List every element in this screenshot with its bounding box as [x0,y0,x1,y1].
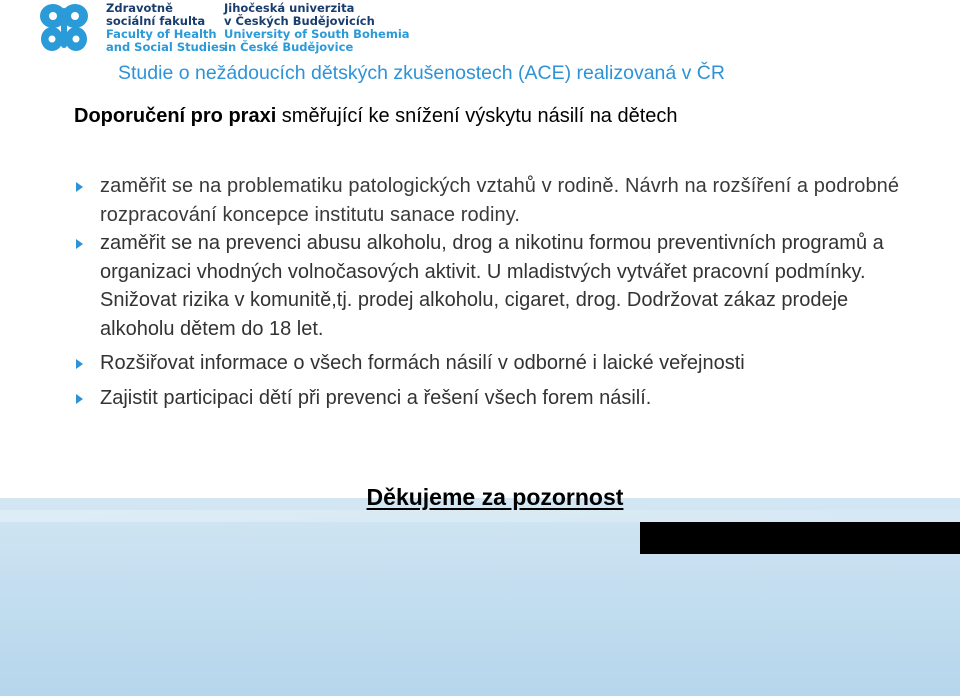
university-cz-line1: Jihočeská univerzita [224,1,355,15]
list-item [70,349,910,378]
list-item [70,172,910,229]
list-item-text: Rozšiřovat informace o všech formách násilí v odborné i laické veřejnosti [100,352,745,374]
list-item-text: zaměřit se na problematiku patologických vztahů v rodině. Návrh na rozšíření a podrobné rozpracování koncepce institutu sanace rodiny. [100,175,900,226]
faculty-cz-line1: Zdravotně [106,1,173,15]
faculty-cz-line2: sociální fakulta [106,14,206,28]
footer-strip [0,510,960,522]
university-en-line1: University of South Bohemia [224,27,410,41]
footer-black-bar [640,522,960,554]
list-item-text: zaměřit se na prevenci abusu alkoholu, drog a nikotinu formou preventivních programů a organizaci vhodných volnočasových aktivit. U mladistvých vytvářet pracovní podmínky. Snižovat rizika v komunitě,tj. prodej alkoholu, cigaret, drog. Dodržovat zákaz prodeje alkoholu dětem do 18 let. [100,232,884,340]
bullet-arrow-icon [76,182,83,192]
faculty-name [106,2,226,54]
heading-rest: směřující ke snížení výskytu násilí na dětech [276,105,678,127]
header [0,0,960,56]
bullet-arrow-icon [76,359,83,369]
faculty-en-line2: and Social Studies [106,40,226,54]
list-item-text: Zajistit participaci dětí při prevenci a řešení všech forem násilí. [100,386,652,409]
university-en-line2: in České Budějovice [224,40,354,54]
thanks-text: Děkujeme za pozornost [366,484,624,510]
recommendation-list [70,172,910,412]
university-name [224,2,410,54]
slide-subtitle: Studie o nežádoucích dětských zkušenostech (ACE) realizovaná v ČR [118,62,725,84]
bullet-arrow-icon [76,239,83,249]
slide-heading [74,105,678,128]
heading-bold: Doporučení pro praxi [74,105,277,127]
bullet-arrow-icon [76,394,83,404]
list-item [70,229,910,343]
list-item [70,384,910,413]
butterfly-logo-icon [36,2,92,54]
university-cz-line2: v Českých Budějovicích [224,14,375,28]
faculty-en-line1: Faculty of Health [106,27,217,41]
